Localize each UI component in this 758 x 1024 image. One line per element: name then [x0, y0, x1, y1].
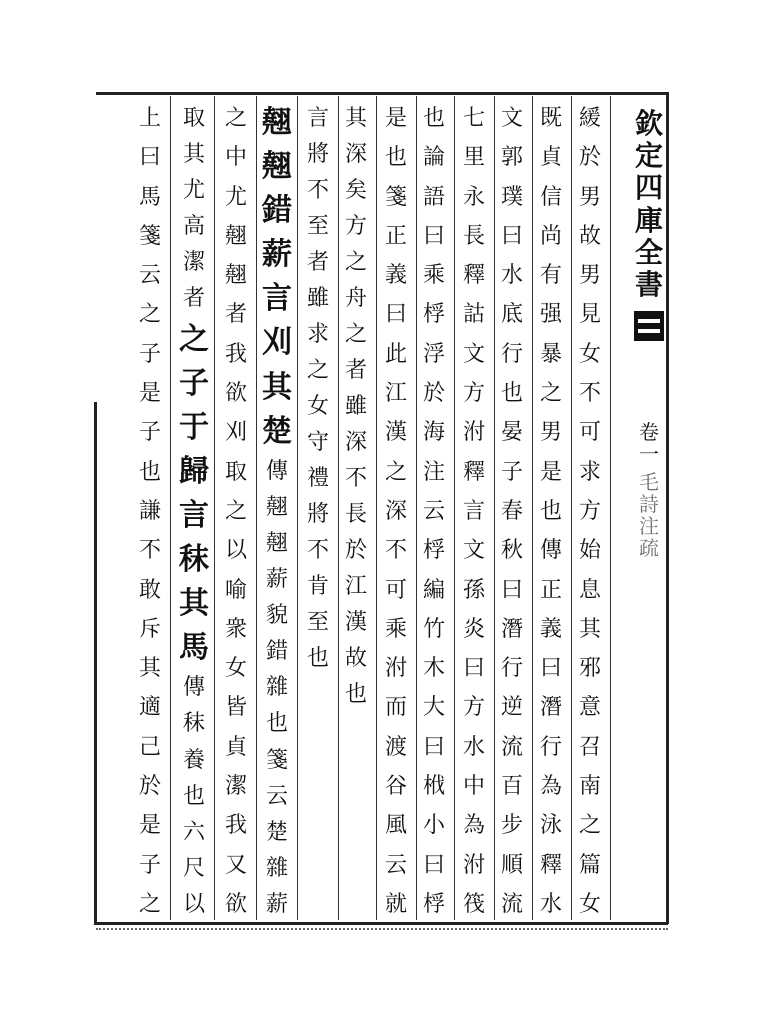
glyph: 不 [578, 381, 601, 407]
glyph: 也 [265, 711, 288, 737]
glyph: 云 [422, 498, 445, 524]
glyph: 男 [539, 420, 562, 446]
glyph: 郭 [500, 145, 523, 171]
glyph: 孫 [462, 577, 485, 603]
glyph: 錯 [262, 193, 292, 229]
glyph: 男 [578, 263, 601, 289]
glyph: 方 [462, 695, 485, 721]
glyph: 馬 [179, 630, 209, 666]
glyph: 翹 [262, 149, 292, 185]
glyph: 大 [422, 695, 445, 721]
glyph: 取 [182, 106, 205, 131]
glyph: 箋 [265, 747, 288, 773]
glyph: 庫 [634, 203, 663, 237]
glyph: 論 [422, 145, 445, 171]
glyph: 衆 [224, 616, 247, 642]
book-title [635, 108, 663, 301]
glyph: 女 [578, 341, 601, 367]
glyph: 至 [306, 610, 329, 635]
glyph: 之 [224, 106, 247, 131]
glyph: 上 [138, 106, 161, 131]
glyph: 篇 [578, 852, 601, 878]
glyph: 雜 [265, 855, 288, 881]
text-column-3 [495, 108, 529, 916]
glyph: 翹 [265, 530, 288, 556]
glyph: 長 [462, 223, 485, 249]
glyph: 傳 [539, 538, 562, 564]
glyph: 炎 [462, 616, 485, 642]
glyph: 潔 [182, 250, 205, 276]
glyph: 七 [462, 106, 485, 131]
fish-tail-mark [634, 311, 664, 341]
glyph: 風 [384, 813, 407, 839]
glyph: 貞 [539, 145, 562, 171]
glyph: 水 [500, 263, 523, 289]
glyph: 行 [539, 734, 562, 760]
glyph: 刈 [224, 420, 247, 446]
glyph: 曰 [422, 223, 445, 249]
glyph: 尚 [539, 223, 562, 249]
glyph: 刈 [262, 325, 292, 361]
glyph: 文 [462, 538, 485, 564]
text-column-8 [301, 108, 335, 916]
glyph: 意 [578, 695, 601, 721]
glyph: 可 [384, 577, 407, 603]
glyph: 為 [462, 813, 485, 839]
glyph: 流 [500, 891, 523, 917]
glyph: 不 [138, 538, 161, 564]
column-rule [376, 96, 377, 920]
glyph: 注 [422, 459, 445, 485]
glyph: 其 [179, 586, 209, 622]
glyph: 也 [344, 682, 367, 707]
glyph: 欲 [224, 381, 247, 407]
glyph: 其 [182, 142, 205, 168]
glyph: 翹 [265, 494, 288, 520]
glyph: 小 [422, 813, 445, 839]
glyph: 之 [384, 459, 407, 485]
glyph: 中 [462, 774, 485, 800]
glyph: 流 [500, 734, 523, 760]
glyph: 謙 [138, 498, 161, 524]
text-column-9 [260, 105, 294, 917]
glyph: 也 [500, 381, 523, 407]
glyph: 邪 [578, 656, 601, 682]
glyph: 貌 [265, 603, 288, 629]
glyph: 故 [578, 223, 601, 249]
glyph: 女 [224, 656, 247, 682]
volume-label [639, 421, 659, 465]
text-column-7 [339, 108, 373, 916]
glyph: 召 [578, 734, 601, 760]
glyph: 至 [306, 214, 329, 239]
glyph: 不 [384, 538, 407, 564]
glyph: 於 [578, 145, 601, 171]
glyph: 男 [578, 184, 601, 210]
glyph: 尤 [182, 178, 205, 204]
glyph: 箋 [138, 223, 161, 249]
glyph: 不 [306, 538, 329, 563]
glyph: 言 [462, 498, 485, 524]
glyph: 江 [384, 381, 407, 407]
column-rule [297, 96, 298, 920]
glyph: 傳 [265, 458, 288, 484]
glyph: 谷 [384, 774, 407, 800]
glyph: 女 [306, 394, 329, 419]
glyph: 以 [224, 538, 247, 564]
glyph: 雖 [306, 286, 329, 311]
text-column-12 [133, 108, 167, 916]
glyph: 乘 [384, 616, 407, 642]
glyph: 敢 [138, 577, 161, 603]
glyph: 言 [179, 497, 209, 533]
glyph: 之 [344, 322, 367, 347]
glyph: 云 [384, 852, 407, 878]
glyph: 信 [539, 184, 562, 210]
glyph: 有 [539, 263, 562, 289]
glyph: 詁 [462, 302, 485, 328]
glyph: 栰 [422, 774, 445, 800]
glyph: 其 [344, 106, 367, 131]
glyph: 永 [462, 184, 485, 210]
glyph: 緩 [578, 106, 601, 131]
glyph: 欽 [634, 107, 663, 140]
column-rule [610, 96, 611, 920]
glyph: 我 [224, 341, 247, 367]
glyph: 將 [306, 142, 329, 167]
glyph: 始 [578, 538, 601, 564]
glyph: 貞 [224, 734, 247, 760]
glyph: 箋 [384, 184, 407, 210]
glyph: 子 [138, 420, 161, 446]
glyph: 中 [224, 145, 247, 171]
glyph: 將 [306, 502, 329, 527]
glyph: 浮 [422, 341, 445, 367]
frame-bottom-border [96, 922, 668, 925]
glyph: 云 [138, 263, 161, 289]
glyph: 曰 [422, 852, 445, 878]
glyph: 求 [578, 459, 601, 485]
glyph: 雜 [265, 675, 288, 701]
glyph: 皆 [224, 695, 247, 721]
text-column-5 [417, 108, 451, 916]
glyph: 言 [306, 106, 329, 131]
glyph: 於 [138, 774, 161, 800]
glyph: 全 [634, 235, 663, 269]
glyph: 我 [224, 813, 247, 839]
glyph: 漢 [344, 610, 367, 635]
glyph: 逆 [500, 695, 523, 721]
glyph: 曰 [462, 656, 485, 682]
glyph: 卷 [639, 420, 659, 445]
glyph: 可 [578, 420, 601, 446]
glyph: 見 [578, 302, 601, 328]
glyph: 方 [344, 214, 367, 239]
glyph: 其 [138, 656, 161, 682]
glyph: 暴 [539, 341, 562, 367]
glyph: 行 [500, 341, 523, 367]
glyph: 翹 [224, 263, 247, 289]
glyph: 又 [224, 852, 247, 878]
glyph: 正 [384, 223, 407, 249]
glyph: 方 [462, 381, 485, 407]
glyph: 曰 [138, 145, 161, 171]
glyph: 桴 [422, 538, 445, 564]
glyph: 秋 [500, 538, 523, 564]
glyph: 毛 [639, 470, 659, 495]
glyph: 高 [182, 214, 205, 240]
glyph: 之 [224, 498, 247, 524]
glyph: 翹 [262, 105, 292, 140]
column-rule [338, 96, 339, 920]
glyph: 其 [578, 616, 601, 642]
glyph: 子 [179, 365, 209, 401]
glyph: 曰 [500, 223, 523, 249]
text-column-4 [457, 108, 491, 916]
glyph: 薪 [265, 567, 288, 593]
glyph: 適 [138, 695, 161, 721]
glyph: 也 [182, 783, 205, 809]
column-rule [571, 96, 572, 920]
glyph: 泭 [384, 656, 407, 682]
glyph: 曰 [539, 656, 562, 682]
glyph: 正 [539, 577, 562, 603]
glyph: 水 [462, 734, 485, 760]
column-rule [454, 96, 455, 920]
glyph: 漢 [384, 420, 407, 446]
glyph: 以 [182, 891, 205, 917]
glyph: 潛 [500, 616, 523, 642]
glyph: 釋 [462, 263, 485, 289]
glyph: 故 [344, 646, 367, 671]
glyph: 竹 [422, 616, 445, 642]
glyph: 云 [265, 783, 288, 809]
glyph: 求 [306, 322, 329, 347]
glyph: 六 [182, 819, 205, 845]
glyph: 女 [578, 891, 601, 917]
glyph: 書 [634, 267, 663, 301]
glyph: 春 [500, 498, 523, 524]
text-column-10 [219, 108, 253, 916]
glyph: 就 [384, 891, 407, 917]
glyph: 璞 [500, 184, 523, 210]
glyph: 馬 [138, 184, 161, 210]
glyph: 定 [634, 139, 663, 173]
glyph: 肯 [306, 574, 329, 599]
glyph: 不 [344, 466, 367, 491]
glyph: 詩 [639, 492, 659, 517]
glyph: 矣 [344, 178, 367, 203]
glyph: 於 [344, 538, 367, 563]
glyph: 為 [539, 774, 562, 800]
glyph: 義 [384, 263, 407, 289]
glyph: 之 [539, 381, 562, 407]
glyph: 文 [500, 106, 523, 131]
glyph: 於 [422, 381, 445, 407]
glyph: 者 [182, 286, 205, 312]
frame-left-border [94, 402, 97, 925]
frame-top-border [96, 92, 668, 95]
glyph: 者 [224, 302, 247, 328]
glyph: 也 [422, 106, 445, 131]
glyph: 行 [500, 656, 523, 682]
glyph: 之 [138, 302, 161, 328]
glyph: 者 [306, 250, 329, 275]
glyph: 注 [639, 514, 659, 539]
glyph: 也 [539, 498, 562, 524]
glyph: 尺 [182, 855, 205, 881]
glyph: 歸 [179, 453, 209, 489]
glyph: 是 [138, 813, 161, 839]
glyph: 海 [422, 420, 445, 446]
glyph: 長 [344, 502, 367, 527]
text-column-2 [534, 108, 568, 916]
glyph: 尤 [224, 184, 247, 210]
glyph: 其 [262, 369, 292, 405]
glyph: 方 [578, 498, 601, 524]
glyph: 渡 [384, 734, 407, 760]
glyph: 是 [384, 106, 407, 131]
volume-marker [639, 421, 659, 559]
glyph: 底 [500, 302, 523, 328]
column-rule [170, 96, 171, 920]
glyph: 錯 [265, 639, 288, 665]
column-rule [416, 96, 417, 920]
glyph: 喻 [224, 577, 247, 603]
glyph: 既 [539, 106, 562, 131]
glyph: 子 [138, 852, 161, 878]
glyph: 泳 [539, 813, 562, 839]
glyph: 深 [344, 142, 367, 167]
glyph: 子 [500, 459, 523, 485]
glyph: 薪 [265, 891, 288, 917]
glyph: 是 [539, 459, 562, 485]
text-column-11 [177, 108, 211, 916]
glyph: 守 [306, 430, 329, 455]
glyph: 此 [384, 341, 407, 367]
glyph: 楚 [265, 819, 288, 845]
glyph: 曰 [500, 577, 523, 603]
bottom-dotted-rule [96, 928, 668, 931]
glyph: 潔 [224, 774, 247, 800]
glyph: 義 [539, 616, 562, 642]
glyph: 順 [500, 852, 523, 878]
glyph: 潛 [539, 695, 562, 721]
glyph: 文 [462, 341, 485, 367]
glyph: 曰 [422, 734, 445, 760]
glyph: 薪 [262, 237, 292, 273]
text-column-1 [573, 108, 607, 916]
glyph: 晏 [500, 420, 523, 446]
header-banner [632, 108, 666, 559]
glyph: 斥 [138, 616, 161, 642]
glyph: 桴 [422, 302, 445, 328]
glyph: 語 [422, 184, 445, 210]
glyph: 泭 [462, 420, 485, 446]
glyph: 釋 [462, 459, 485, 485]
glyph: 禮 [306, 466, 329, 491]
glyph: 泭 [462, 852, 485, 878]
glyph: 之 [578, 813, 601, 839]
glyph: 也 [138, 459, 161, 485]
frame-right-border [666, 92, 669, 924]
glyph: 也 [306, 646, 329, 671]
glyph: 養 [182, 747, 205, 773]
glyph: 秣 [179, 542, 209, 578]
glyph: 深 [344, 430, 367, 455]
glyph: 筏 [462, 891, 485, 917]
glyph: 釋 [539, 852, 562, 878]
glyph: 江 [344, 574, 367, 599]
side-title [639, 471, 659, 559]
glyph: 取 [224, 459, 247, 485]
glyph: 是 [138, 381, 161, 407]
glyph: 步 [500, 813, 523, 839]
glyph: 舟 [344, 286, 367, 311]
glyph: 之 [138, 891, 161, 917]
glyph: 楚 [262, 413, 292, 449]
glyph: 一 [639, 442, 659, 467]
glyph: 里 [462, 145, 485, 171]
glyph: 傳 [182, 675, 205, 701]
glyph: 百 [500, 774, 523, 800]
glyph: 己 [138, 734, 161, 760]
glyph: 也 [384, 145, 407, 171]
glyph: 强 [539, 302, 562, 328]
glyph: 于 [179, 409, 209, 445]
glyph: 之 [344, 250, 367, 275]
glyph: 雖 [344, 394, 367, 419]
glyph: 編 [422, 577, 445, 603]
glyph: 息 [578, 577, 601, 603]
text-column-6 [379, 108, 413, 916]
glyph: 水 [539, 891, 562, 917]
glyph: 之 [179, 321, 209, 357]
glyph: 者 [344, 358, 367, 383]
glyph: 乘 [422, 263, 445, 289]
glyph: 桴 [422, 891, 445, 917]
glyph: 疏 [639, 536, 659, 561]
glyph: 曰 [384, 302, 407, 328]
glyph: 深 [384, 498, 407, 524]
glyph: 子 [138, 341, 161, 367]
glyph: 欲 [224, 891, 247, 917]
column-rule [256, 96, 257, 920]
glyph: 而 [384, 695, 407, 721]
glyph: 秣 [182, 711, 205, 737]
glyph: 不 [306, 178, 329, 203]
glyph: 四 [634, 171, 663, 205]
glyph: 木 [422, 656, 445, 682]
column-rule [214, 96, 215, 920]
glyph: 言 [262, 281, 292, 317]
glyph: 之 [306, 358, 329, 383]
column-rule [532, 96, 533, 920]
glyph: 翹 [224, 223, 247, 249]
column-rule [494, 96, 495, 920]
glyph: 南 [578, 774, 601, 800]
